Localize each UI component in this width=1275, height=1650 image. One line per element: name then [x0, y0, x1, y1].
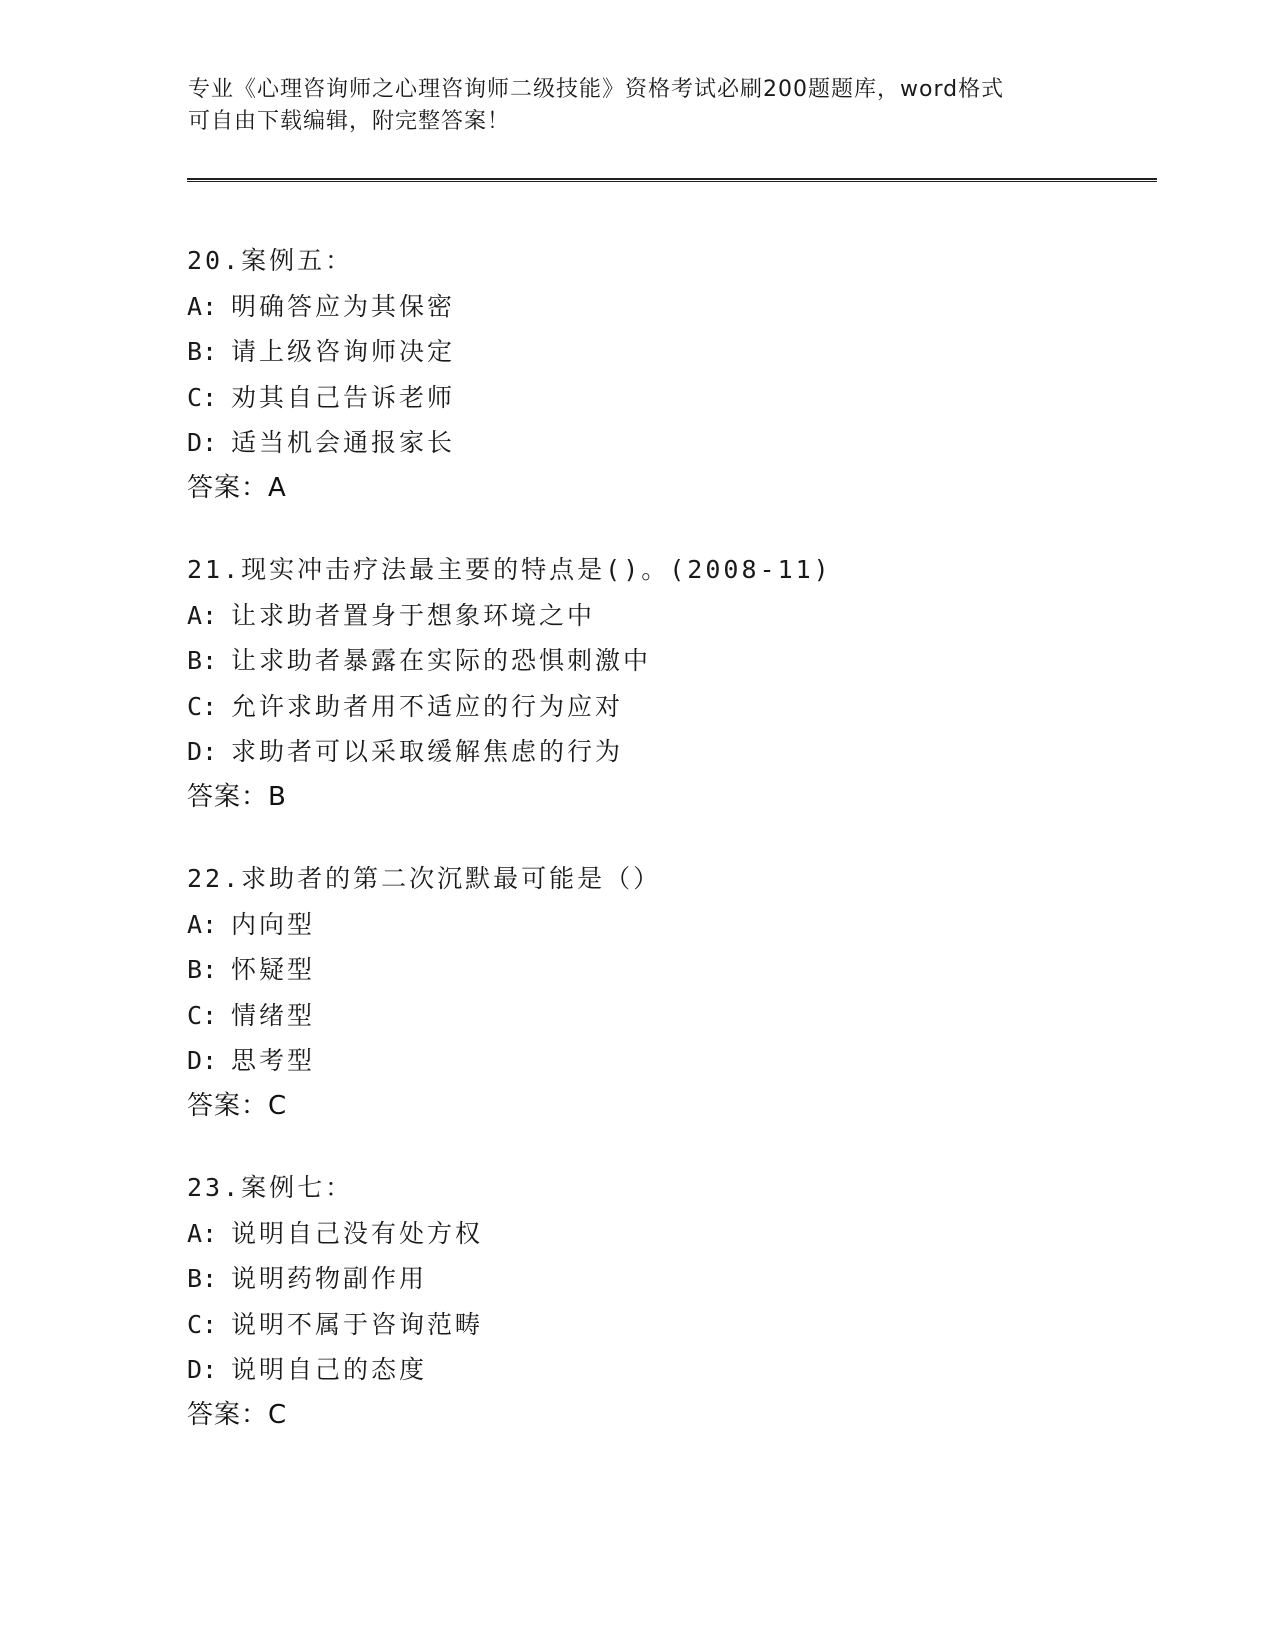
option-letter: A: [187, 1218, 218, 1248]
header-line-1: 专业《心理咨询师之心理咨询师二级技能》资格考试必刷200题题库，word格式 [188, 77, 1005, 102]
question-stem: 22.求助者的第二次沉默最可能是（） [187, 864, 662, 893]
option-text: 思考型 [231, 1046, 316, 1075]
option-letter: C: [187, 1309, 218, 1339]
option-text: 劝其自己告诉老师 [231, 382, 456, 412]
question-23 [187, 1165, 1147, 1438]
answer-line: 答案：C [187, 1399, 288, 1430]
option-a [187, 284, 1147, 330]
question-list [187, 238, 1147, 1474]
option-a [187, 902, 1147, 948]
option-c [187, 1302, 1147, 1348]
answer-line: 答案：C [187, 1090, 288, 1121]
document-header [188, 74, 1088, 138]
option-text: 让求助者置身于想象环境之中 [231, 600, 596, 630]
option-letter: C: [187, 382, 218, 412]
option-text: 内向型 [231, 909, 316, 939]
option-d [187, 1347, 1147, 1393]
question-22 [187, 856, 1147, 1129]
option-text: 怀疑型 [231, 955, 316, 984]
question-stem: 21.现实冲击疗法最主要的特点是()。(2008-11) [187, 555, 832, 584]
option-text: 说明自己没有处方权 [231, 1218, 484, 1248]
option-letter: D: [187, 1355, 218, 1384]
answer-line: 答案：A [187, 472, 287, 503]
header-line-2: 可自由下载编辑，附完整答案！ [188, 109, 511, 134]
option-letter: D: [187, 1046, 218, 1075]
option-letter: B: [187, 1264, 218, 1293]
option-c [187, 375, 1147, 421]
option-letter: A: [187, 291, 218, 321]
option-c [187, 993, 1147, 1039]
question-21 [187, 547, 1147, 820]
option-letter: D: [187, 737, 218, 766]
option-d [187, 1038, 1147, 1084]
option-text: 适当机会通报家长 [231, 428, 456, 457]
question-stem: 20.案例五： [187, 246, 354, 275]
option-b [187, 1256, 1147, 1302]
option-a [187, 593, 1147, 639]
option-letter: B: [187, 646, 218, 675]
option-text: 让求助者暴露在实际的恐惧刺激中 [231, 646, 652, 675]
option-letter: C: [187, 691, 218, 721]
option-b [187, 329, 1147, 375]
question-20 [187, 238, 1147, 511]
option-c [187, 684, 1147, 730]
header-divider [187, 178, 1157, 182]
option-letter: A: [187, 600, 218, 630]
option-d [187, 729, 1147, 775]
option-letter: B: [187, 955, 218, 984]
option-text: 明确答应为其保密 [231, 291, 456, 321]
question-stem: 23.案例七： [187, 1173, 354, 1202]
option-b [187, 638, 1147, 684]
option-text: 说明不属于咨询范畴 [231, 1309, 484, 1339]
option-text: 求助者可以采取缓解焦虑的行为 [231, 737, 624, 766]
option-letter: A: [187, 909, 218, 939]
option-text: 说明药物副作用 [231, 1264, 428, 1293]
option-letter: B: [187, 337, 218, 366]
option-text: 请上级咨询师决定 [231, 337, 456, 366]
option-letter: C: [187, 1000, 218, 1030]
option-text: 允许求助者用不适应的行为应对 [231, 691, 624, 721]
option-d [187, 420, 1147, 466]
option-text: 情绪型 [231, 1000, 316, 1030]
option-text: 说明自己的态度 [231, 1355, 428, 1384]
option-a [187, 1211, 1147, 1257]
option-letter: D: [187, 428, 218, 457]
option-b [187, 947, 1147, 993]
answer-line: 答案：B [187, 781, 287, 812]
